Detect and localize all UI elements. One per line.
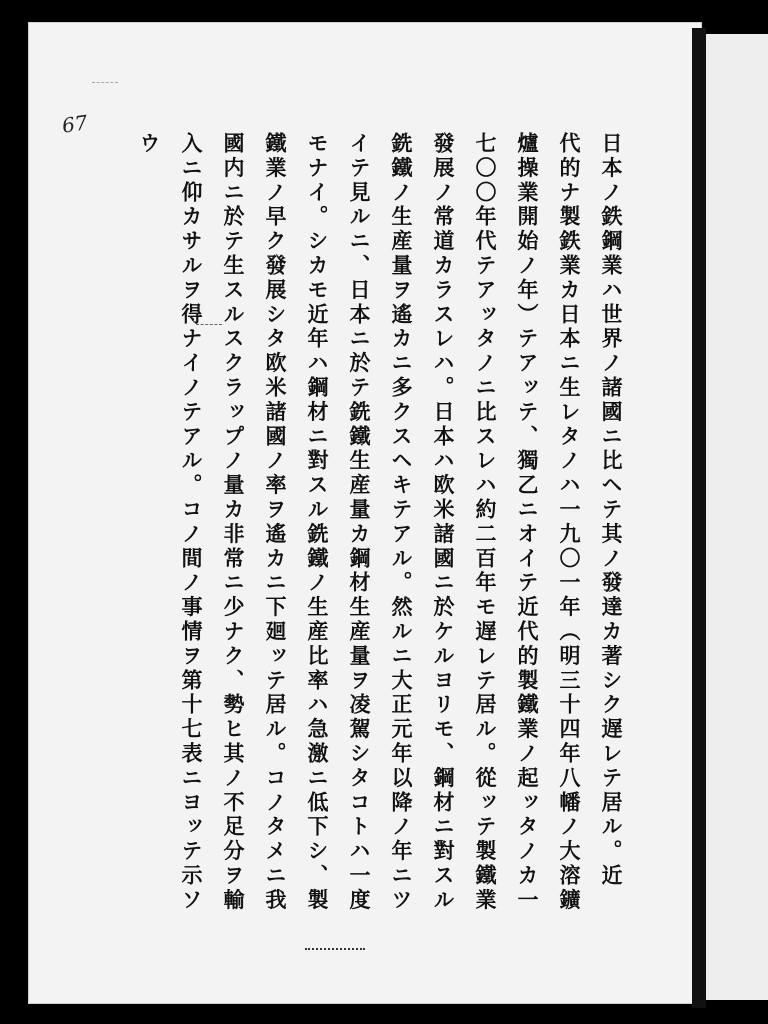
text-column-2: 代的ナ製鉄業カ日本ニ生レタノハ一九〇一年（明三十四年八幡ノ大溶鑛 (557, 132, 582, 913)
text-column-3: 爐操業開始ノ年）テアッテ、獨乙ニオイテ近代的製鐵業ノ起ッタノカ一 (515, 132, 540, 913)
text-column-12: ウ (137, 132, 162, 157)
text-column-9: 鐵業ノ早ク發展シタ欧米諸國ノ率ヲ遙カニ下廻ッテ居ル。コノタメニ我 (263, 132, 288, 913)
vertical-text-block (136, 132, 622, 942)
text-column-6: 銑鐵ノ生産量ヲ遙カニ多クスヘキテアル。然ルニ大正元年以降ノ年ニツ (389, 132, 414, 913)
ink-mark (305, 948, 365, 950)
text-column-7: イテ見ルニ、日本ニ於テ銑鐵生産量カ鋼材生産量ヲ凌駕シタコトハ一度 (347, 132, 372, 913)
text-column-5: 發展ノ常道カラスレハ。日本ハ欧米諸國ニ於ケルヨリモ、鋼材ニ對スル (431, 132, 456, 913)
text-column-11: 入ニ仰カサルヲ得ナイノテアル。コノ間ノ事情ヲ第十七表ニヨッテ示ソ (179, 132, 204, 913)
scan-smudge (92, 82, 118, 93)
text-column-10: 國内ニ於テ生スルスクラップノ量カ非常ニ少ナク、勢ヒ其ノ不足分ヲ輸 (221, 132, 246, 913)
page-number: 67 (60, 110, 89, 138)
text-column-4: 七〇〇年代テアッタノニ比スレハ約二百年モ遅レテ居ル。從ッテ製鐵業 (473, 132, 498, 913)
adjacent-page-edge (706, 34, 768, 1000)
text-column-1: 日本ノ鉄鋼業ハ世界ノ諸國ニ比ヘテ其ノ發達カ著シク遅レテ居ル。近 (599, 132, 624, 889)
binding-gutter (692, 28, 706, 1008)
text-column-8: モナイ。シカモ近年ハ鋼材ニ對スル銑鐵ノ生産比率ハ急激ニ低下シ、製 (305, 132, 330, 913)
